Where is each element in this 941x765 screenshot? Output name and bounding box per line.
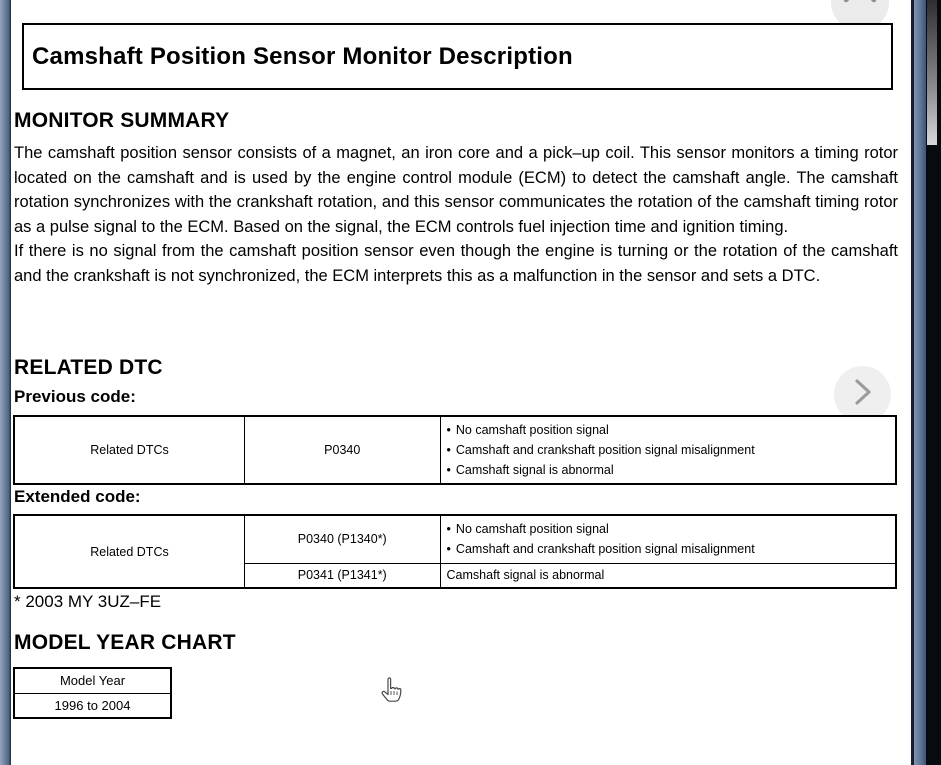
monitor-summary-paragraph-1: The camshaft position sensor consists of a magnet, an iron core and a pick–up coil. This sensor monitors a timing rotor located on the camshaft and is used by the engine control module (ECM) to detect the camshaft angle. The camshaft rotation synchronizes with the crankshaft rotation, and this sensor communicates the rotation of the camshaft timing rotor as a pulse signal to the ECM. Based on the signal, the ECM controls fuel injection time and ignition timing. xyxy=(14,144,898,236)
hand-cursor-icon xyxy=(380,676,403,710)
previous-code-table xyxy=(13,415,897,485)
list-item: • No camshaft position signal xyxy=(447,420,889,440)
vertical-scrollbar-track[interactable] xyxy=(926,0,941,765)
dtc-code-cell: P0340 xyxy=(244,416,440,484)
extended-code-table xyxy=(13,514,897,589)
list-item: • Camshaft signal is abnormal xyxy=(447,460,889,480)
related-dtcs-label-cell: Related DTCs xyxy=(14,416,244,484)
dtc-description-cell: Camshaft signal is abnormal xyxy=(440,563,896,588)
list-item: • No camshaft position signal xyxy=(447,519,889,539)
related-dtcs-label-cell: Related DTCs xyxy=(14,515,244,588)
table-row xyxy=(14,515,896,563)
bullet: • xyxy=(446,443,451,457)
monitor-summary-heading: MONITOR SUMMARY xyxy=(14,109,230,132)
model-year-value-cell: 1996 to 2004 xyxy=(14,693,171,718)
extended-code-label: Extended code: xyxy=(14,487,141,506)
bullet: • xyxy=(446,522,451,537)
dtc-code-cell: P0340 (P1340*) xyxy=(244,515,440,563)
window-frame-left xyxy=(0,0,11,765)
model-year-table xyxy=(13,667,172,719)
document-title-box xyxy=(22,23,893,90)
model-year-chart-heading: MODEL YEAR CHART xyxy=(14,631,236,654)
table-row xyxy=(14,416,896,484)
chevron-right-icon xyxy=(850,376,876,413)
list-item: • Camshaft and crankshaft position signal misalignment xyxy=(447,440,889,460)
dtc-description-cell xyxy=(440,515,896,563)
page-title: Camshaft Position Sensor Monitor Description xyxy=(32,42,573,70)
monitor-summary-text xyxy=(14,141,898,289)
related-dtc-heading: RELATED DTC xyxy=(14,356,163,379)
monitor-summary-paragraph-2: If there is no signal from the camshaft position sensor even though the engine is turning or the rotation of the camshaft and the crankshaft is not synchronized, the ECM interprets this as a malfunction in the sensor and sets a DTC. xyxy=(14,242,898,285)
previous-code-label: Previous code: xyxy=(14,387,136,406)
table-row xyxy=(14,693,171,718)
bullet: • xyxy=(446,542,451,557)
table-row xyxy=(14,668,171,693)
model-year-footnote: * 2003 MY 3UZ–FE xyxy=(14,592,162,611)
dtc-description-cell xyxy=(440,416,896,484)
window-frame-right xyxy=(914,0,926,765)
bullet: • xyxy=(446,463,451,477)
dtc-code-cell: P0341 (P1341*) xyxy=(244,563,440,588)
vertical-scrollbar-thumb[interactable] xyxy=(927,0,937,145)
model-year-header-cell: Model Year xyxy=(14,668,171,693)
bullet: • xyxy=(446,423,451,437)
list-item: • Camshaft and crankshaft position signal misalignment xyxy=(447,539,889,559)
